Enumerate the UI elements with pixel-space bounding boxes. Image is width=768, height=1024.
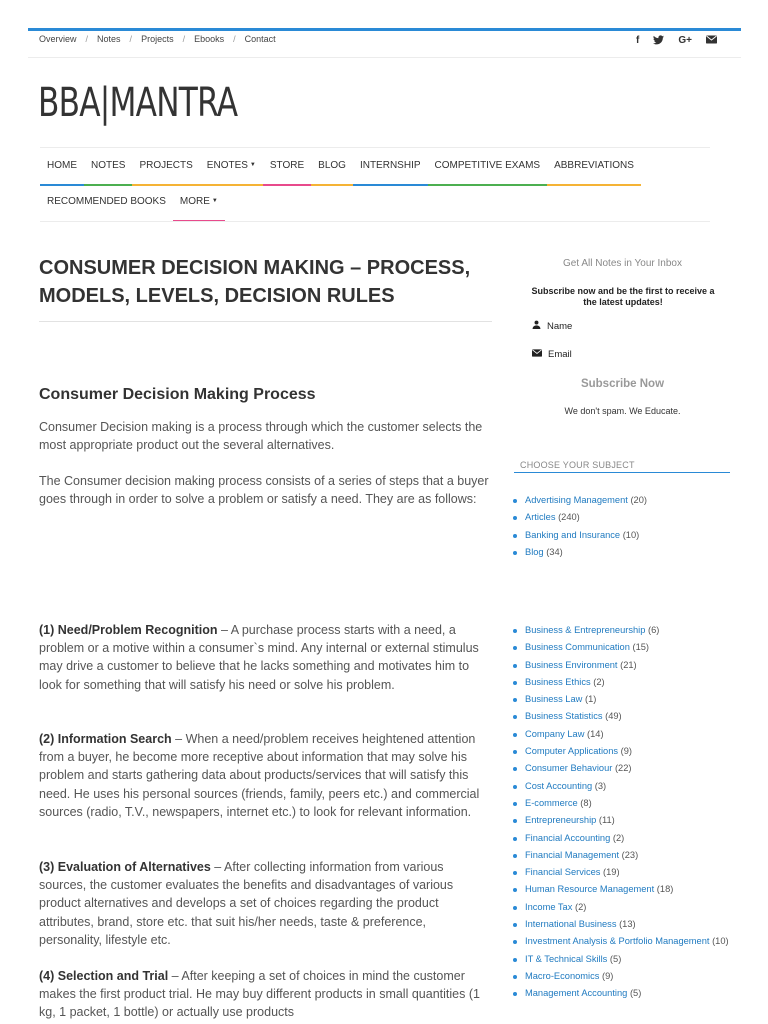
subject-count: (19) [603,867,620,878]
intro-paragraph-2: The Consumer decision making process consists of a series of steps that a buyer goes through in order to solve a problem or satisfy a need. They are as follows: [39,474,489,507]
subject-count: (13) [619,919,636,930]
subject-link[interactable]: Financial Services [525,867,601,878]
nav-row-1 [40,150,710,186]
subject-count: (21) [620,659,637,670]
header-divider [28,57,741,58]
subject-link[interactable]: Business Environment [525,659,618,670]
step-label: (1) Need/Problem Recognition [39,623,218,637]
name-field-label: Name [547,320,573,332]
subject-link[interactable]: IT & Technical Skills [525,953,608,964]
nav-item-notes[interactable] [84,150,132,186]
envelope-icon [532,349,542,360]
subject-list-item [511,691,741,708]
subject-link[interactable]: Computer Applications [525,746,619,757]
subject-link[interactable]: Blog [525,546,544,557]
subject-count: (6) [648,625,660,635]
subject-count: (15) [632,642,650,653]
subject-count: (23) [621,849,639,860]
subject-list-item [511,544,647,561]
breadcrumb-separator: / [182,34,186,44]
subject-link[interactable]: Business & Entrepreneurship [525,625,646,635]
subject-link[interactable]: Banking and Insurance [525,529,621,540]
subject-count: (2) [574,901,587,912]
subject-count: (5) [609,953,622,964]
subject-link[interactable]: International Business [525,919,617,930]
nav-item-recommended-books[interactable] [40,186,173,222]
subject-count: (2) [612,832,625,843]
subject-list-item [511,951,741,968]
subject-count: (3) [594,780,607,791]
nav-item-label: HOME [47,160,77,171]
subject-link[interactable]: Entrepreneurship [525,815,597,826]
subject-link[interactable]: Cost Accounting [525,780,593,791]
subject-link[interactable]: Business Statistics [525,711,603,722]
subject-link[interactable]: Business Ethics [525,676,591,687]
step-label: (3) Evaluation of Alternatives [39,860,211,874]
nav-top-divider [40,147,710,148]
subject-list-item [511,509,647,526]
subject-list-item [511,743,741,760]
nav-item-label: STORE [269,160,305,171]
nav-item-store[interactable] [263,150,311,186]
subject-link[interactable]: Articles [525,512,556,523]
breadcrumb-separator: / [129,34,133,44]
name-field[interactable] [532,320,572,332]
step-text: – A purchase process starts with a need, a problem or a motive within a consumer`s mind. Any internal or external stimulus may drive a customer to believe that he lacks something and motivates him to look for something that will satisfy his need or solve his problem. [39,623,479,692]
subject-list-item [511,933,741,950]
step-4-paragraph [39,967,491,1022]
subject-link[interactable]: Income Tax [525,901,573,912]
subject-link[interactable]: Management Accounting [525,988,628,999]
subject-link[interactable]: Business Law [525,694,583,705]
subject-count: (18) [656,884,674,895]
subject-list-item [511,527,647,544]
twitter-icon[interactable] [653,35,664,48]
caret-down-icon: ▼ [211,198,218,204]
breadcrumb-separator: / [233,34,236,44]
subject-list-item [511,968,741,985]
nav-item-label: NOTES [91,160,126,171]
nav-item-label: ABBREVIATIONS [554,160,634,171]
subject-list-item [511,916,741,933]
subject-list-top [511,492,647,561]
nav-item-label: BLOG [318,160,346,171]
intro-paragraph-1: Consumer Decision making is a process through which the customer selects the most appropriate product out the several alternatives. [39,420,483,453]
top-link-projects[interactable]: Projects [141,34,174,44]
subject-list-item [511,760,741,777]
subject-link[interactable]: Advertising Management [525,495,628,505]
subject-link[interactable]: Consumer Behaviour [525,763,613,774]
nav-item-underline [353,184,428,186]
subject-count: (1) [584,694,597,705]
newsletter-heading: Get All Notes in Your Inbox [563,258,682,269]
nav-item-label: COMPETITIVE EXAMS [434,160,541,171]
subject-count: (10) [712,936,729,947]
nav-item-label: MORE [179,196,210,207]
choose-subject-heading: CHOOSE YOUR SUBJECT [520,460,635,470]
step-2-paragraph [39,730,491,821]
breadcrumb-separator: / [85,34,89,44]
nav-item-label: ENOTES [206,160,248,171]
nav-item-label: PROJECTS [139,160,193,171]
subject-list-item [511,657,741,674]
subject-list-item [511,812,741,829]
subject-count: (11) [598,815,615,826]
subject-list-item [511,708,741,725]
nav-item-home[interactable] [40,150,84,186]
nav-item-blog[interactable] [311,150,353,186]
envelope-icon[interactable] [706,35,717,48]
nav-item-abbreviations[interactable] [547,150,641,186]
caret-down-icon: ▼ [249,162,256,168]
step-1-paragraph [39,621,491,694]
subject-count: (5) [629,988,642,999]
subject-count: (9) [602,970,614,981]
email-field[interactable] [532,349,572,360]
nav-item-label: INTERNSHIP [359,160,421,171]
subject-count: (14) [587,728,604,739]
email-field-label: Email [548,349,572,360]
no-spam-note: We don't spam. We Educate. [564,406,681,416]
subject-list-item [511,674,741,691]
subject-link[interactable]: Financial Accounting [525,832,611,843]
subject-list-item [511,795,741,812]
google-plus-icon[interactable]: G+ [678,35,692,46]
site-logo[interactable]: BBA|MANTRA [38,80,238,126]
top-link-overview[interactable]: Overview [39,34,77,44]
nav-item-label: RECOMMENDED BOOKS [47,196,166,207]
subject-list-item [511,881,741,898]
subject-list-item [511,899,741,916]
subject-link[interactable]: Human Resource Management [525,884,655,895]
main-navigation [40,150,710,222]
nav-row-2 [40,186,710,222]
top-links [39,34,739,44]
section-heading: Consumer Decision Making Process [39,386,316,403]
newsletter-subtext: Subscribe now and be the first to receive a the latest updates! [531,286,715,307]
nav-item-underline [428,184,548,186]
nav-item-underline [547,184,641,186]
subject-list-item [511,830,741,847]
subject-link[interactable]: Investment Analysis & Portfolio Management [525,936,710,947]
user-icon [532,320,541,332]
subject-count: (20) [630,495,647,505]
top-link-contact[interactable]: Contact [244,34,276,44]
subject-count: (9) [620,746,632,757]
subject-list-item [511,726,741,743]
nav-bottom-divider [40,221,710,222]
subject-count: (2) [593,676,605,687]
subject-link[interactable]: Business Communication [525,642,630,653]
subject-list-item [511,985,741,1002]
nav-item-more[interactable] [173,186,225,222]
step-text: – After keeping a set of choices in mind the customer makes the first product trial. He may buy different products in small quantities (1 kg, 1 packet, 1 bottle) or actually use products [39,969,480,1020]
step-3-paragraph [39,858,491,949]
subject-list-item [511,492,647,509]
social-icons [636,35,717,48]
top-navigation [39,34,739,54]
subscribe-button[interactable]: Subscribe Now [580,378,665,390]
article-title: CONSUMER DECISION MAKING – PROCESS, MODELS, LEVELS, DECISION RULES [39,257,471,307]
step-text: – After collecting information from various sources, the customer evaluates the benefits and disadvantages of various product alternatives and develops a set of choices regarding the product attributes, brand, store etc. that suit his/her needs, taste & preference, personality, lifestyle etc. [39,860,454,947]
top-accent-bar [28,28,741,31]
subject-list-item [511,622,741,639]
nav-item-enotes[interactable] [200,150,263,186]
subject-count: (49) [605,711,622,722]
nav-item-projects[interactable] [132,150,199,186]
step-text: – When a need/problem receives heightened attention from a buyer, he become more receptive about information that may solve his problem and starts gathering data about products/services that will satisfy this need. He uses his personal sources (friends, family, peers etc.) and commercial sources (radio, T.V., newspapers, internet etc.) to look for relevant information. [39,732,480,819]
title-divider [39,321,492,322]
subject-list-item [511,847,741,864]
subject-list-main [511,622,741,1003]
subject-list-item [511,639,741,656]
nav-item-underline [263,184,311,186]
top-link-notes[interactable]: Notes [97,34,121,44]
step-label: (4) Selection and Trial [39,969,169,983]
subject-list-item [511,778,741,795]
choose-subject-divider [514,472,730,473]
subject-count: (8) [580,797,592,808]
subject-link[interactable]: Company Law [525,728,585,739]
subject-count: (10) [622,529,640,540]
subject-link[interactable]: Macro-Economics [525,970,600,981]
nav-item-competitive-exams[interactable] [428,150,548,186]
subject-link[interactable]: Financial Management [525,849,620,860]
nav-item-internship[interactable] [353,150,428,186]
nav-item-underline [311,184,353,186]
subject-list-item [511,864,741,881]
top-link-ebooks[interactable]: Ebooks [194,34,225,44]
subject-count: (34) [546,546,563,557]
subject-link[interactable]: E-commerce [525,797,578,808]
subject-count: (22) [614,763,632,774]
step-label: (2) Information Search [39,732,172,746]
facebook-icon[interactable]: f [636,35,640,46]
subject-count: (240) [558,512,580,523]
